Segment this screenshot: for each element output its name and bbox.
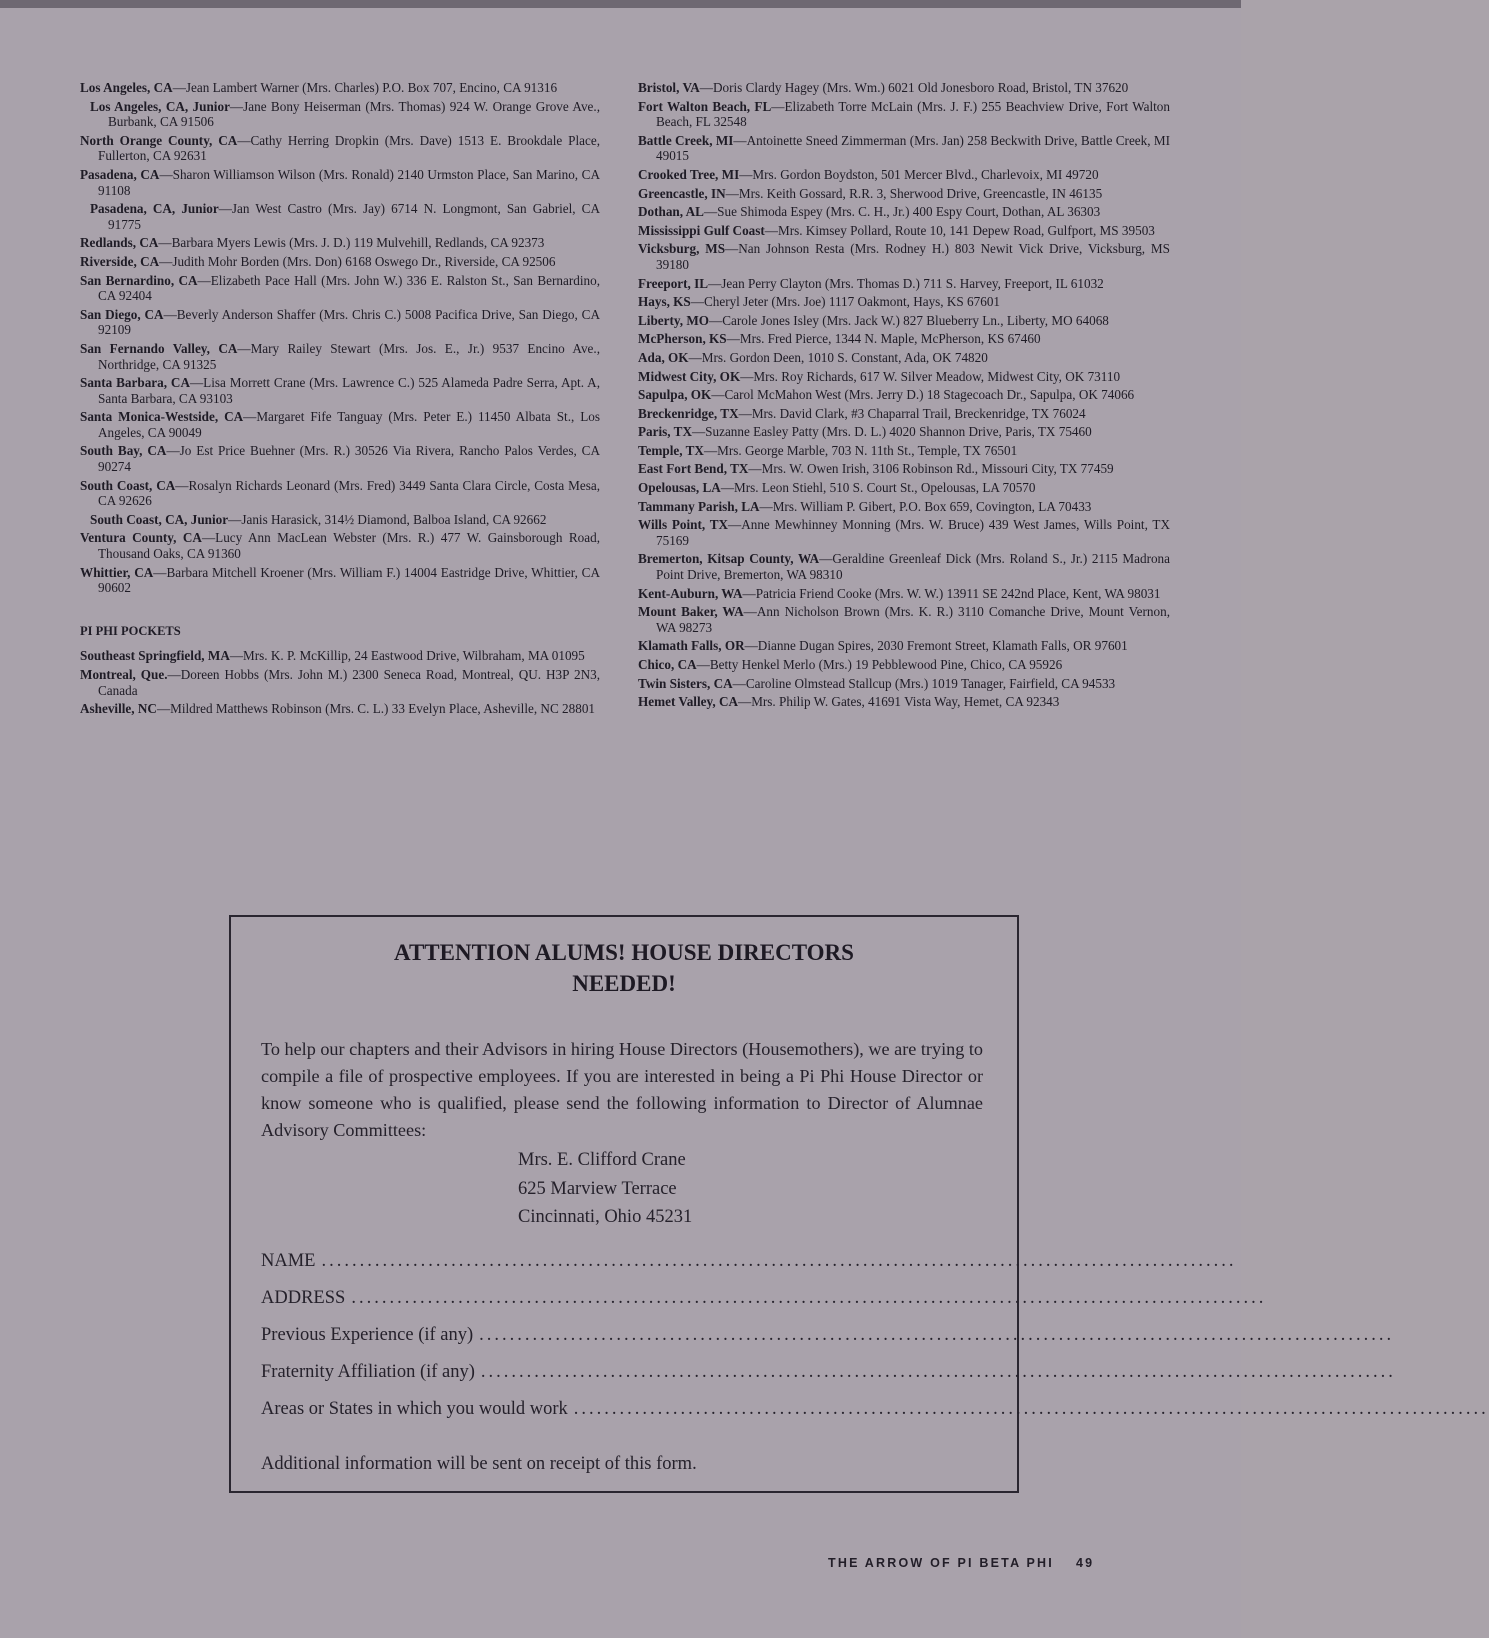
contact-details: —Jean Perry Clayton (Mrs. Thomas D.) 711 S. Harvey, Freeport, IL 61032 <box>708 275 1104 291</box>
contact-details: —Mildred Matthews Robinson (Mrs. C. L.) 33 Evelyn Place, Asheville, NC 28801 <box>156 701 596 717</box>
address-city: Cincinnati, Ohio 45231 <box>518 1207 693 1227</box>
notice-title-line1: ATTENTION ALUMS! HOUSE DIRECTORS <box>394 940 854 965</box>
contact-details: —Judith Mohr Borden (Mrs. Don) 6168 Oswego Dr., Riverside, CA 92506 <box>159 253 556 269</box>
chapter-name: Los Angeles, CA <box>80 80 173 95</box>
chapter-entry <box>638 387 1170 403</box>
chapter-entry <box>638 480 1170 496</box>
chapter-entry <box>638 443 1170 459</box>
contact-details: —Anne Mewhinney Monning (Mrs. W. Bruce) 439 West James, Wills Point, TX 75169 <box>656 517 1170 548</box>
chapter-name: Los Angeles, CA, Junior <box>90 98 230 114</box>
chapter-name: Fort Walton Beach, FL <box>638 98 772 114</box>
contact-details: —Beverly Anderson Shaffer (Mrs. Chris C.) 5008 Pacifica Drive, San Diego, CA 92109 <box>98 306 600 338</box>
form-field-row <box>261 1251 1237 1288</box>
contact-details: —Jean Lambert Warner (Mrs. Charles) P.O. Box 707, Encino, CA 91316 <box>172 80 558 95</box>
chapter-name: Sapulpa, OK <box>638 387 712 403</box>
contact-details: —Mrs. Kimsey Pollard, Route 10, 141 Depew Road, Gulfport, MS 39503 <box>764 222 1155 238</box>
chapter-name: San Diego, CA <box>80 306 164 322</box>
chapter-entry <box>80 375 600 406</box>
contact-details: —Jo Est Price Buehner (Mrs. R.) 30526 Via Rivera, Rancho Palos Verdes, CA 90274 <box>98 443 600 475</box>
chapter-name: South Coast, CA <box>80 477 176 493</box>
contact-details: —Janis Harasick, 314½ Diamond, Balboa Island, CA 92662 <box>228 511 547 527</box>
form-field-label: ADDRESS <box>261 1288 346 1308</box>
contact-details: —Mrs. Gordon Deen, 1010 S. Constant, Ada, OK 74820 <box>688 349 988 365</box>
form-field-row <box>261 1362 1396 1399</box>
dotted-fill-line: ........................................................................................................................ <box>351 1288 1267 1308</box>
chapter-entry <box>80 307 600 338</box>
chapter-name: Liberty, MO <box>638 312 710 328</box>
chapter-entry <box>638 99 1170 130</box>
chapter-name: Temple, TX <box>638 442 704 458</box>
chapter-entry <box>638 167 1170 183</box>
chapter-name: Ventura County, CA <box>80 530 202 546</box>
chapter-name: Southeast Springfield, MA <box>80 648 230 664</box>
chapter-entry <box>80 273 600 304</box>
chapter-entry <box>638 294 1170 310</box>
form-field-label: Fraternity Affiliation (if any) <box>261 1362 475 1382</box>
contact-details: —Mary Railey Stewart (Mrs. Jos. E., Jr.) 9537 Encino Ave., Northridge, CA 91325 <box>98 340 600 372</box>
chapter-entry <box>638 241 1170 272</box>
chapter-name: Wills Point, TX <box>638 517 729 533</box>
form-field-row <box>261 1288 1267 1325</box>
chapter-name: Chico, CA <box>638 657 697 672</box>
form-field-row <box>261 1325 1395 1362</box>
chapter-name: San Bernardino, CA <box>80 272 198 288</box>
chapter-name: Riverside, CA <box>80 253 160 269</box>
chapter-list-right <box>638 80 1170 710</box>
chapter-name: Bristol, VA <box>638 80 700 95</box>
chapter-entry <box>80 80 600 96</box>
chapter-name: South Bay, CA <box>80 443 167 459</box>
chapter-entry <box>638 461 1170 477</box>
chapter-entry <box>80 99 600 130</box>
contact-details: —Mrs. Philip W. Gates, 41691 Vista Way, Hemet, CA 92343 <box>738 694 1060 710</box>
chapter-entry <box>80 409 600 440</box>
form-field-label: NAME <box>261 1251 316 1271</box>
chapter-name: Paris, TX <box>638 424 692 440</box>
chapter-entry <box>638 133 1170 164</box>
page-number: 49 <box>1075 1556 1095 1570</box>
chapter-entry <box>638 331 1170 347</box>
chapter-entry <box>638 186 1170 202</box>
chapter-entry <box>80 235 600 251</box>
chapter-name: Montreal, Que. <box>80 667 168 682</box>
contact-details: —Sue Shimoda Espey (Mrs. C. H., Jr.) 400 Espy Court, Dothan, AL 36303 <box>703 204 1101 220</box>
chapter-entry <box>638 223 1170 239</box>
contact-details: —Elizabeth Pace Hall (Mrs. John W.) 336 E. Ralston St., San Bernardino, CA 92404 <box>98 272 600 304</box>
chapter-entry <box>80 565 600 596</box>
contact-details: —Mrs. Keith Gossard, R.R. 3, Sherwood Drive, Greencastle, IN 46135 <box>725 185 1103 201</box>
chapter-entry <box>638 406 1170 422</box>
form-fields <box>261 1251 1489 1436</box>
chapter-entry <box>80 443 600 474</box>
contact-details: —Barbara Mitchell Kroener (Mrs. William F.) 14004 Eastridge Drive, Whittier, CA 90602 <box>98 564 600 596</box>
dotted-fill-line: ........................................................................................................................ <box>479 1325 1395 1345</box>
chapter-name: Tammany Parish, LA <box>638 498 760 514</box>
contact-details: —Doris Clardy Hagey (Mrs. Wm.) 6021 Old Jonesboro Road, Bristol, TN 37620 <box>699 80 1129 95</box>
chapter-entry <box>638 276 1170 292</box>
chapter-entry <box>80 478 600 509</box>
contact-details: —Margaret Fife Tanguay (Mrs. Peter E.) 11450 Albata St., Los Angeles, CA 90049 <box>98 409 600 440</box>
contact-details: —Betty Henkel Merlo (Mrs.) 19 Pebblewood Pine, Chico, CA 95926 <box>696 657 1063 672</box>
chapter-name: Klamath Falls, OR <box>638 638 745 654</box>
chapter-name: Kent-Auburn, WA <box>638 585 743 601</box>
chapter-entry <box>80 201 600 232</box>
notice-footnote: Additional information will be sent on receipt of this form. <box>261 1454 697 1474</box>
chapter-name: Freeport, IL <box>638 275 709 291</box>
mailing-address <box>518 1146 692 1232</box>
notice-box <box>229 915 1489 1493</box>
contact-details: —Geraldine Greenleaf Dick (Mrs. Roland S., Jr.) 2115 Madrona Point Drive, Bremerton, WA 98310 <box>656 551 1170 583</box>
contact-details: —Jan West Castro (Mrs. Jay) 6714 N. Longmont, San Gabriel, CA 91775 <box>108 201 600 232</box>
contact-details: —Elizabeth Torre McLain (Mrs. J. F.) 255 Beachview Drive, Fort Walton Beach, FL 32548 <box>656 98 1170 130</box>
contact-details: —Mrs. William P. Gibert, P.O. Box 659, Covington, LA 70433 <box>759 498 1092 514</box>
chapter-entry <box>638 551 1170 582</box>
chapter-name: Crooked Tree, MI <box>638 166 740 182</box>
chapter-entry <box>638 369 1170 385</box>
contact-details: —Lucy Ann MacLean Webster (Mrs. R.) 477 W. Gainsborough Road, Thousand Oaks, CA 91360 <box>98 530 600 562</box>
contact-details: —Rosalyn Richards Leonard (Mrs. Fred) 3449 Santa Clara Circle, Costa Mesa, CA 92626 <box>98 477 600 509</box>
chapter-entry <box>80 667 600 698</box>
chapter-entry <box>638 657 1170 673</box>
chapter-entry <box>638 694 1170 710</box>
chapter-name: Redlands, CA <box>80 235 159 251</box>
chapter-entry <box>638 499 1170 515</box>
chapter-list-left <box>80 80 600 596</box>
chapter-name: Ada, OK <box>638 349 689 365</box>
notice-title-line2: NEEDED! <box>572 971 676 996</box>
dotted-fill-line: ........................................................................................................................ <box>573 1399 1489 1419</box>
contact-details: —Caroline Olmstead Stallcup (Mrs.) 1019 Tanager, Fairfield, CA 94533 <box>732 675 1116 691</box>
contact-details: —Carole Jones Isley (Mrs. Jack W.) 827 Blueberry Ln., Liberty, MO 64068 <box>709 312 1109 328</box>
chapter-name: Mississippi Gulf Coast <box>638 222 765 238</box>
chapter-entry <box>638 586 1170 602</box>
chapter-name: Santa Barbara, CA <box>80 375 190 391</box>
contact-details: —Ann Nicholson Brown (Mrs. K. R.) 3110 Comanche Drive, Mount Vernon, WA 98273 <box>656 604 1170 635</box>
contact-details: —Mrs. George Marble, 703 N. 11th St., Temple, TX 76501 <box>703 442 1018 458</box>
chapter-name: Battle Creek, MI <box>638 132 734 148</box>
chapter-name: Greencastle, IN <box>638 185 726 201</box>
scan-edge <box>0 0 1241 8</box>
contact-details: —Mrs. Gordon Boydston, 501 Mercer Blvd., Charlevoix, MI 49720 <box>739 166 1099 182</box>
chapter-name: San Fernando Valley, CA <box>80 340 238 356</box>
contact-details: —Suzanne Easley Patty (Mrs. D. L.) 4020 Shannon Drive, Paris, TX 75460 <box>691 424 1092 440</box>
dotted-fill-line: ........................................................................................................................ <box>480 1362 1396 1382</box>
contact-details: —Cathy Herring Dropkin (Mrs. Dave) 1513 E. Brookdale Place, Fullerton, CA 92631 <box>98 132 600 164</box>
chapter-name: Santa Monica-Westside, CA <box>80 409 244 425</box>
chapter-name: East Fort Bend, TX <box>638 461 749 477</box>
chapter-name: North Orange County, CA <box>80 132 238 148</box>
address-name: Mrs. E. Clifford Crane <box>518 1150 686 1170</box>
chapter-name: McPherson, KS <box>638 331 727 347</box>
chapter-name: Bremerton, Kitsap County, WA <box>638 551 820 567</box>
contact-details: —Nan Johnson Resta (Mrs. Rodney H.) 803 Newit Vick Drive, Vicksburg, MS 39180 <box>656 241 1170 272</box>
right-column <box>638 80 1170 713</box>
contact-details: —Cheryl Jeter (Mrs. Joe) 1117 Oakmont, Hays, KS 67601 <box>690 294 1001 310</box>
chapter-entry <box>638 313 1170 329</box>
chapter-entry <box>80 701 600 717</box>
contact-details: —Dianne Dugan Spires, 2030 Fremont Street, Klamath Falls, OR 97601 <box>744 638 1128 654</box>
chapter-entry <box>80 648 600 664</box>
chapter-entry <box>638 638 1170 654</box>
chapter-entry <box>638 80 1170 96</box>
chapter-entry <box>638 604 1170 635</box>
chapter-entry <box>638 517 1170 548</box>
dotted-fill-line: ........................................................................................................................ <box>321 1251 1237 1271</box>
contact-details: —Mrs. Fred Pierce, 1344 N. Maple, McPherson, KS 67460 <box>726 331 1041 347</box>
chapter-entry <box>638 204 1170 220</box>
contact-details: —Patricia Friend Cooke (Mrs. W. W.) 13911 SE 242nd Place, Kent, WA 98031 <box>742 585 1161 601</box>
chapter-name: Vicksburg, MS <box>638 241 726 257</box>
chapter-name: Breckenridge, TX <box>638 405 739 421</box>
chapter-name: Asheville, NC <box>80 701 157 717</box>
contact-details: —Carol McMahon West (Mrs. Jerry D.) 18 Stagecoach Dr., Sapulpa, OK 74066 <box>711 387 1135 403</box>
chapter-entry <box>638 350 1170 366</box>
chapter-name: Twin Sisters, CA <box>638 675 733 691</box>
chapter-entry <box>80 133 600 164</box>
section-title-pi-phi-pockets: PI PHI POCKETS <box>80 623 181 638</box>
left-column <box>80 80 600 720</box>
chapter-name: Midwest City, OK <box>638 368 741 384</box>
publication-title: THE ARROW OF PI BETA PHI <box>828 1556 1054 1570</box>
chapter-entry <box>80 512 600 528</box>
form-field-row <box>261 1399 1489 1436</box>
chapter-entry <box>638 676 1170 692</box>
chapter-name: Whittier, CA <box>80 564 154 580</box>
notice-paragraph: To help our chapters and their Advisors in hiring House Directors (Housemothers), we are trying to compile a file of prospective employees. If you are interested in being a Pi Phi House Director or know someone who is qualified, please send the following information to Director of Alumnae Advisory Committees: <box>261 1039 984 1140</box>
chapter-name: Mount Baker, WA <box>638 604 744 620</box>
chapter-name: Opelousas, LA <box>638 480 721 496</box>
contact-details: —Mrs. Leon Stiehl, 510 S. Court St., Opelousas, LA 70570 <box>720 480 1036 496</box>
chapter-name: Hemet Valley, CA <box>638 694 738 710</box>
contact-details: —Antoinette Sneed Zimmerman (Mrs. Jan) 258 Beckwith Drive, Battle Creek, MI 49015 <box>656 132 1170 164</box>
chapter-entry <box>80 341 600 372</box>
chapter-entry <box>638 424 1170 440</box>
chapter-name: South Coast, CA, Junior <box>90 511 229 527</box>
contact-details: —Doreen Hobbs (Mrs. John M.) 2300 Seneca Road, Montreal, QU. H3P 2N3, Canada <box>98 667 601 698</box>
address-street: 625 Marview Terrace <box>518 1178 677 1199</box>
contact-details: —Sharon Williamson Wilson (Mrs. Ronald) 2140 Urmston Place, San Marino, CA 91108 <box>98 166 601 198</box>
contact-details: —Jane Bony Heiserman (Mrs. Thomas) 924 W. Orange Grove Ave., Burbank, CA 91506 <box>108 98 600 130</box>
chapter-name: Pasadena, CA, Junior <box>90 201 219 217</box>
contact-details: —Mrs. David Clark, #3 Chaparral Trail, Breckenridge, TX 76024 <box>738 405 1086 421</box>
chapter-entry <box>80 167 600 198</box>
chapter-name: Pasadena, CA <box>80 166 160 182</box>
notice-title <box>231 937 1017 999</box>
chapter-entry <box>80 254 600 270</box>
page-footer <box>828 1556 1094 1570</box>
contact-details: —Mrs. K. P. McKillip, 24 Eastwood Drive, Wilbraham, MA 01095 <box>229 648 585 664</box>
chapter-list-pockets <box>80 648 600 716</box>
chapter-name: Hays, KS <box>638 294 691 310</box>
contact-details: —Lisa Morrett Crane (Mrs. Lawrence C.) 525 Alameda Padre Serra, Apt. A, Santa Barbara, CA 93103 <box>98 375 600 406</box>
contact-details: —Mrs. W. Owen Irish, 3106 Robinson Rd., Missouri City, TX 77459 <box>748 461 1114 477</box>
form-field-label: Previous Experience (if any) <box>261 1325 474 1345</box>
form-field-label: Areas or States in which you would work <box>261 1399 568 1419</box>
chapter-entry <box>80 530 600 561</box>
contact-details: —Barbara Myers Lewis (Mrs. J. D.) 119 Mulvehill, Redlands, CA 92373 <box>158 235 545 251</box>
contact-details: —Mrs. Roy Richards, 617 W. Silver Meadow, Midwest City, OK 73110 <box>740 368 1121 384</box>
chapter-name: Dothan, AL <box>638 204 704 220</box>
